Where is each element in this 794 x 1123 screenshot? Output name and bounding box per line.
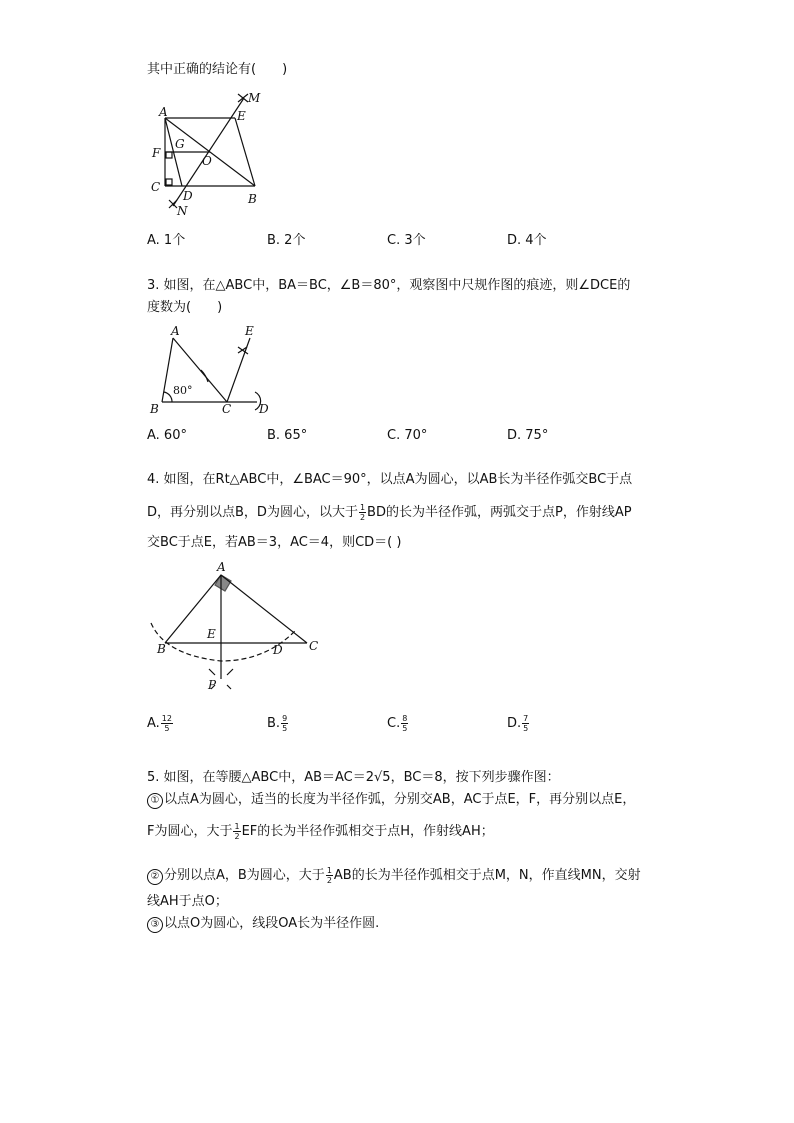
q3-label-B: B <box>150 402 159 416</box>
q3-option-c[interactable]: C. 70° <box>387 428 428 443</box>
q4-option-d-prefix: D. <box>507 716 522 731</box>
q5-step2-text1b: AB的长为半径作弧相交于点M，N，作直线MN，交射 <box>333 868 641 883</box>
q2-arc-N <box>169 200 177 208</box>
q5-step3-line1 <box>147 916 379 933</box>
q4-option-c[interactable] <box>387 714 409 733</box>
q2-label-B: B <box>248 192 257 206</box>
q5-step1-line2 <box>147 822 494 841</box>
q4-frac-den: 2 <box>359 513 366 522</box>
q2-label-A: A <box>159 105 168 119</box>
q3-seg-BA <box>162 338 173 402</box>
q4-option-b-num: 9 <box>282 714 288 723</box>
q5-step2-mark: ② <box>147 869 163 885</box>
q5-step1-text1: 以点A为圆心，适当的长度为半径作弧，分别交AB，AC于点E，F，再分别以点E， <box>164 792 636 807</box>
q2-figure <box>140 88 280 223</box>
q4-option-a-num: 12 <box>161 714 172 723</box>
q2-label-D: D <box>183 189 193 203</box>
q4-label-P: P <box>208 678 217 692</box>
q4-option-d-den: 5 <box>523 724 529 733</box>
q4-option-a[interactable] <box>147 714 174 733</box>
q5-step1-text2b: EF的长为半径作弧相交于点H，作射线AH； <box>241 824 494 839</box>
q3-text-line2: 度数为( ) <box>147 300 223 315</box>
q5-step1-den: 2 <box>234 832 240 841</box>
q2-label-F: F <box>152 146 161 160</box>
q2-option-b[interactable]: B. 2个 <box>267 233 306 248</box>
q4-fraction <box>359 503 366 522</box>
q4-seg-AC <box>221 575 307 643</box>
q4-text-line2-a: D，再分别以点B，D为圆心，以大于 <box>147 505 358 520</box>
q5-step2-line2: 线AH于点O； <box>147 894 228 909</box>
q4-label-D: D <box>273 643 283 657</box>
q4-label-A: A <box>217 560 226 574</box>
q4-option-b-den: 5 <box>282 724 288 733</box>
q2-option-c[interactable]: C. 3个 <box>387 233 426 248</box>
q2-option-d[interactable]: D. 4个 <box>507 233 547 248</box>
q4-label-B: B <box>157 642 166 656</box>
q2-label-E: E <box>237 109 246 123</box>
q2-label-N: N <box>177 204 188 218</box>
q4-option-d-num: 7 <box>523 714 529 723</box>
q5-step1-fraction <box>233 822 240 841</box>
q2-label-C: C <box>151 180 161 194</box>
q4-figure <box>145 557 325 697</box>
q5-step2-text1a: 分别以点A，B为圆心，大于 <box>164 868 325 883</box>
q3-text-line1: 3. 如图，在△ABC中，BA＝BC，∠B＝80°，观察图中尺规作图的痕迹，则∠DCE的 <box>147 278 631 293</box>
q4-label-C: C <box>309 639 319 653</box>
q3-label-D: D <box>259 402 269 416</box>
q4-right-angle-A <box>215 575 231 591</box>
q4-option-a-den: 5 <box>164 724 170 733</box>
q5-step2-den: 2 <box>326 876 332 885</box>
q4-option-c-prefix: C. <box>387 716 401 731</box>
q2-option-a[interactable]: A. 1个 <box>147 233 186 248</box>
q2-right-angle-F <box>166 152 172 158</box>
q2-label-G: G <box>175 137 185 151</box>
q4-option-c-den: 5 <box>402 724 408 733</box>
q2-label-M: M <box>248 91 261 105</box>
q2-seg-EB <box>235 118 255 186</box>
q4-text-line2-b: BD的长为半径作弧，两弧交于点P，作射线AP <box>367 505 632 520</box>
q4-option-a-prefix: A. <box>147 716 160 731</box>
q4-option-b-prefix: B. <box>267 716 281 731</box>
q5-step1-text2a: F为圆心，大于 <box>147 824 233 839</box>
q3-label-angle: 80° <box>173 384 193 397</box>
q5-step2-num: 1 <box>326 866 332 875</box>
q5-text-line1: 5. 如图，在等腰△ABC中，AB＝AC＝2√5，BC＝8，按下列步骤作图： <box>147 770 560 785</box>
q3-figure <box>145 320 285 420</box>
q2-arc-M <box>238 94 248 102</box>
q4-frac-num: 1 <box>359 503 366 512</box>
q4-option-b[interactable] <box>267 714 289 733</box>
q5-step2-fraction <box>326 866 333 885</box>
q4-option-c-num: 8 <box>402 714 408 723</box>
q4-label-E: E <box>207 627 216 641</box>
q3-label-A: A <box>171 324 180 338</box>
q5-step3-text1: 以点O为圆心，线段OA长为半径作圆. <box>164 916 380 931</box>
q3-option-b[interactable]: B. 65° <box>267 428 308 443</box>
q5-step1-line1 <box>147 792 635 809</box>
q5-step1-mark: ① <box>147 793 163 809</box>
q4-text-line3: 交BC于点E，若AB＝3，AC＝4，则CD＝( ) <box>147 535 402 550</box>
q4-text-line2 <box>147 503 632 522</box>
q5-step3-mark: ③ <box>147 917 163 933</box>
q3-option-d[interactable]: D. 75° <box>507 428 549 443</box>
q3-angle-arc-B <box>164 392 172 402</box>
q2-tail-text: 其中正确的结论有( ) <box>147 62 288 77</box>
q4-option-d[interactable] <box>507 714 530 733</box>
q5-step1-num: 1 <box>234 822 240 831</box>
q2-label-O: O <box>202 154 212 168</box>
q3-arc-E <box>238 347 248 354</box>
q5-step2-line1 <box>147 866 641 885</box>
q4-text-line1: 4. 如图，在Rt△ABC中，∠BAC＝90°，以点A为圆心，以AB长为半径作弧交BC于点 <box>147 472 633 487</box>
q2-right-angle-C <box>166 179 172 185</box>
q3-option-a[interactable]: A. 60° <box>147 428 187 443</box>
q3-label-E: E <box>245 324 254 338</box>
q3-label-C: C <box>222 402 232 416</box>
